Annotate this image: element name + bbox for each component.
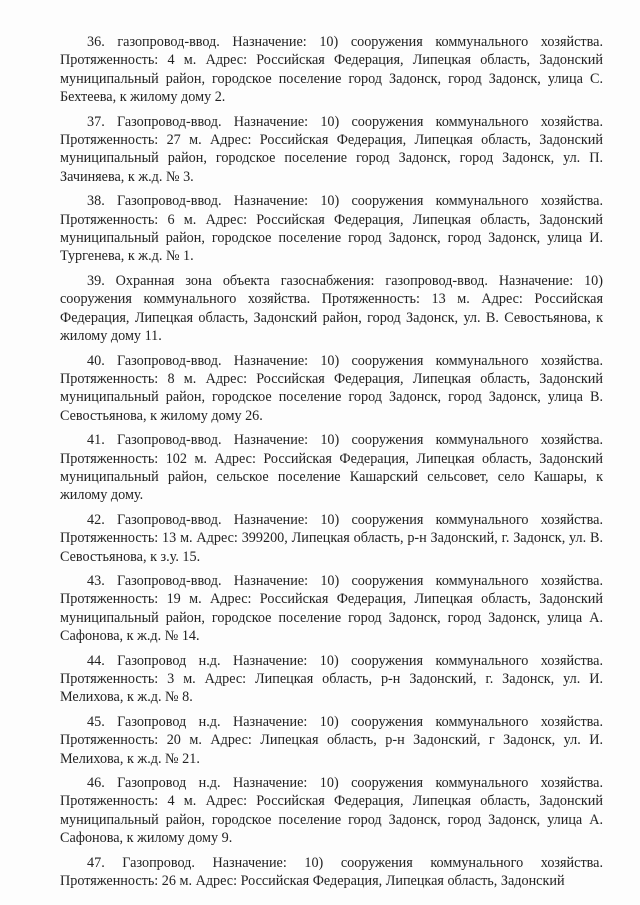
- list-item: 36. газопровод-ввод. Назначение: 10) сооружения коммунального хозяйства. Протяженность: 4 м. Адрес: Российская Федерация, Липецкая область, Задонский муниципальный район, городское поселение город Задонск, город Задонск, улица С. Бехтеева, к жилому дому 2.: [60, 34, 603, 106]
- list-item: 38. Газопровод-ввод. Назначение: 10) сооружения коммунального хозяйства. Протяженность: 6 м. Адрес: Российская Федерация, Липецкая область, Задонский муниципальный район, городское поселение город Задонск, город Задонск, улица И. Тургенева, к ж.д. № 1.: [60, 193, 603, 265]
- list-item: 45. Газопровод н.д. Назначение: 10) сооружения коммунального хозяйства. Протяженность: 20 м. Адрес: Липецкая область, р-н Задонский, г Задонск, ул. И. Мелихова, к ж.д. № 21.: [60, 713, 603, 767]
- list-item: 44. Газопровод н.д. Назначение: 10) сооружения коммунального хозяйства. Протяженность: 3 м. Адрес: Липецкая область, р-н Задонский, г. Задонск, ул. И. Мелихова, к ж.д. № 8.: [60, 652, 603, 706]
- list-item: 40. Газопровод-ввод. Назначение: 10) сооружения коммунального хозяйства. Протяженность: 8 м. Адрес: Российская Федерация, Липецкая область, Задонский муниципальный район, городское поселение город Задонск, город Задонск, улица В. Севостьянова, к жилому дому 26.: [60, 352, 603, 424]
- list-item: 37. Газопровод-ввод. Назначение: 10) сооружения коммунального хозяйства. Протяженность: 27 м. Адрес: Российская Федерация, Липецкая область, Задонский муниципальный район, городское поселение город Задонск, город Задонск, ул. П. Зачиняева, к ж.д. № 3.: [60, 113, 603, 185]
- list-item: 39. Охранная зона объекта газоснабжения: газопровод-ввод. Назначение: 10) сооружения коммунального хозяйства. Протяженность: 13 м. Адрес: Российская Федерация, Липецкая область, Задонский район, город Задонск, ул. В. Севостьянова, к жилому дому 11.: [60, 272, 603, 345]
- list-item: 47. Газопровод. Назначение: 10) сооружения коммунального хозяйства. Протяженность: 26 м. Адрес: Российская Федерация, Липецкая область, Задонский: [60, 854, 603, 890]
- list-item: 42. Газопровод-ввод. Назначение: 10) сооружения коммунального хозяйства. Протяженность: 13 м. Адрес: 399200, Липецкая область, р-н Задонский, г. Задонск, ул. В. Севостьянова, к з.у. 15.: [60, 511, 603, 565]
- list-item: 43. Газопровод-ввод. Назначение: 10) сооружения коммунального хозяйства. Протяженность: 19 м. Адрес: Российская Федерация, Липецкая область, Задонский муниципальный район, городское поселение город Задонск, город Задонск, улица А. Сафонова, к ж.д. № 14.: [60, 572, 603, 645]
- list-item: 41. Газопровод-ввод. Назначение: 10) сооружения коммунального хозяйства. Протяженность: 102 м. Адрес: Российская Федерация, Липецкая область, Задонский муниципальный район, сельское поселение Кашарский сельсовет, село Кашары, к жилому дому.: [60, 432, 603, 504]
- list-item: 46. Газопровод н.д. Назначение: 10) сооружения коммунального хозяйства. Протяженность: 4 м. Адрес: Российская Федерация, Липецкая область, Задонский муниципальный район, городское поселение город Задонск, город Задонск, улица А. Сафонова, к жилому дому 9.: [60, 775, 603, 847]
